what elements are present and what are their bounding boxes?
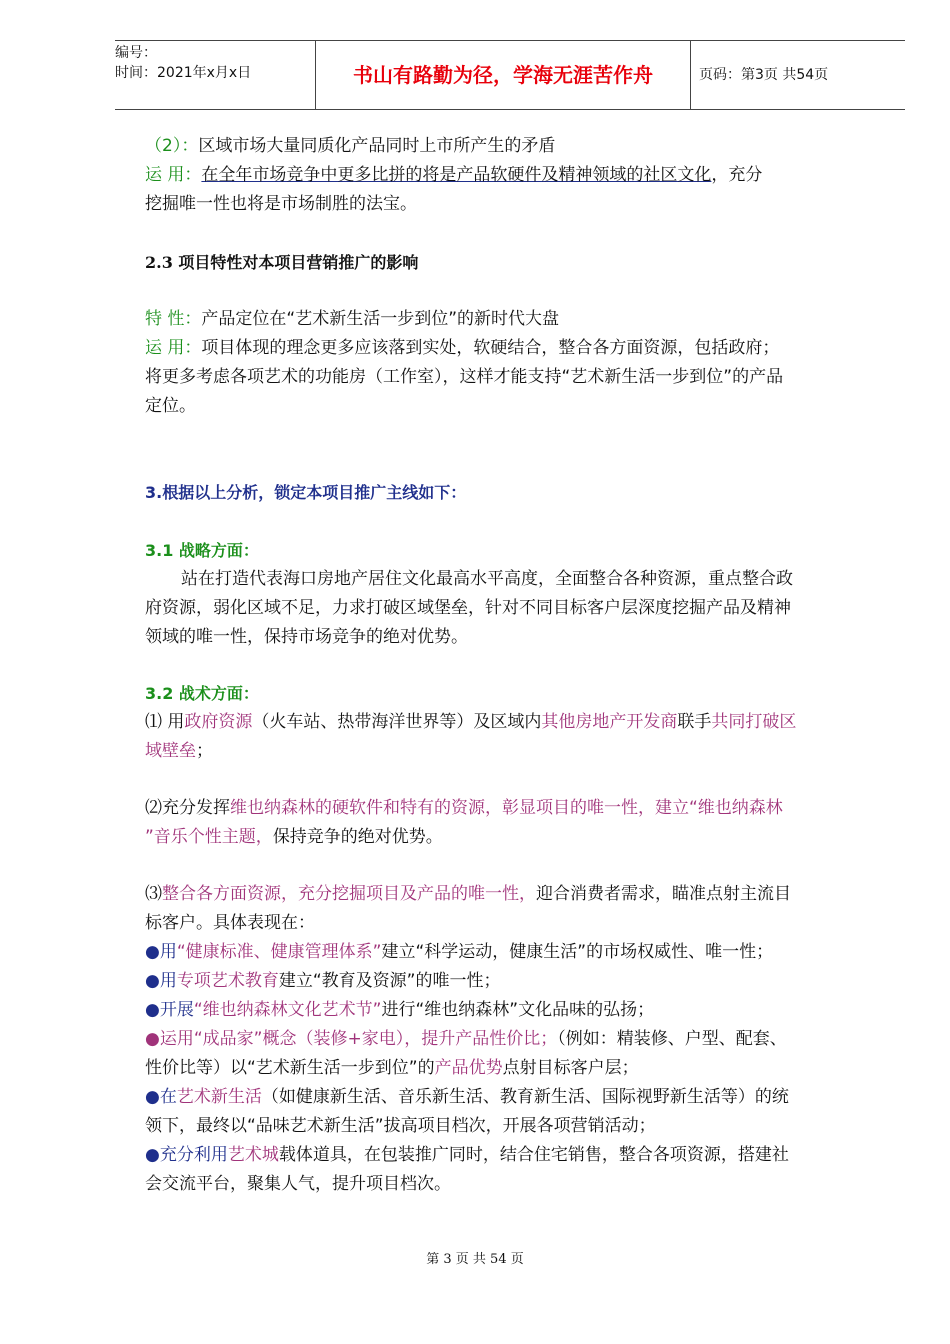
- item-text: 联手: [677, 712, 712, 732]
- use-label: 运 用：: [145, 165, 202, 185]
- use-label: 运 用：: [145, 338, 202, 358]
- item-prefix: ⑴ 用: [145, 712, 185, 732]
- feature-text: 产品定位在“艺术新生活一步到位”的新时代大盘: [201, 309, 560, 329]
- section-3-2-title: 3.2 战术方面：: [145, 684, 259, 703]
- bullet-4-line1: [145, 1025, 885, 1054]
- bullet-icon: ●在: [145, 1087, 177, 1107]
- highlight: 共同打破区: [711, 712, 797, 732]
- bullet-6-line2: 会交流平台，聚集人气，提升项目档次。: [145, 1174, 451, 1194]
- page-footer: 第 3 页 共 54 页: [426, 1252, 524, 1267]
- underlined-text: 在全年市场竞争中更多比拼的将是产品软硬件及精神领域的社区文化: [201, 165, 712, 185]
- section-2-3-title: 2.3 项目特性对本项目营销推广的影响: [145, 253, 419, 272]
- s31-line2: 府资源，弱化区域不足，力求打破区域堡垒，针对不同目标客户层深度挖掘产品及精神: [145, 598, 791, 618]
- highlight: 概念（装修+家电），提升产品性价比；: [262, 1029, 558, 1049]
- item-text: （火车站、热带海洋世界等）及区域内: [252, 712, 542, 732]
- page-header: [115, 40, 905, 110]
- bullet-icon: ●用: [145, 971, 177, 991]
- highlight: ”音乐个性主题，: [145, 827, 273, 847]
- highlight: 产品优势: [434, 1058, 503, 1078]
- item-text: 进行“维也纳森林”文化品味的弘扬；: [381, 1000, 655, 1020]
- s31-line3: 领域的唯一性，保持市场竞争的绝对优势。: [145, 627, 468, 647]
- bullet-3: [145, 996, 885, 1025]
- use-text: 项目体现的理念更多应该落到实处，软硬结合，整合各方面资源，包括政府；: [201, 338, 780, 358]
- section-3-title: 3.根据以上分析，锁定本项目推广主线如下：: [145, 483, 467, 502]
- number-label: 编号：: [115, 45, 157, 61]
- bullet-icon: ●开展: [145, 1000, 194, 1020]
- bullet-icon: ●充分利用: [145, 1145, 228, 1165]
- s2-text: ，充分: [711, 165, 763, 185]
- tactic-3-line1: [145, 880, 885, 909]
- highlight: 政府资源: [184, 712, 253, 732]
- highlight: 艺术新生活: [176, 1087, 262, 1107]
- bullet-5-line1: [145, 1083, 885, 1112]
- tactic-2-line2: [145, 823, 885, 852]
- highlight: 整合各方面资源，充分挖掘项目及产品的唯一性，: [162, 884, 536, 904]
- highlight: 艺术城: [227, 1145, 279, 1165]
- s23-use-line2: 将更多考虑各项艺术的功能房（工作室），这样才能支持“艺术新生活一步到位”的产品: [145, 367, 784, 387]
- section-3-1-title: 3.1 战略方面：: [145, 541, 259, 560]
- bullet-1: [145, 938, 885, 967]
- highlight: 其他房地产开发商: [541, 712, 678, 732]
- item-text: 载体道具，在包装推广同时，结合住宅销售，整合各项资源，搭建社: [278, 1145, 789, 1165]
- s2-line1: [145, 132, 885, 161]
- tactic-3-line2: 标客户。具体表现在：: [145, 913, 315, 933]
- highlight: “成品家”: [193, 1029, 263, 1049]
- bullet-icon: ●运用: [145, 1029, 194, 1049]
- s23-feature: [145, 305, 885, 334]
- s23-use-line1: [145, 334, 885, 363]
- item-text: 建立“教育及资源”的唯一性；: [278, 971, 501, 991]
- item-text: 点射目标客户层；: [502, 1058, 639, 1078]
- item-text: 迎合消费者需求，瞄准点射主流目: [536, 884, 791, 904]
- s2-text: 区域市场大量同质化产品同时上市所产生的矛盾: [198, 136, 556, 156]
- s31-line1: 站在打造代表海口房地产居住文化最高水平高度，全面整合各种资源，重点整合政: [181, 569, 793, 589]
- highlight: 专项艺术教育: [176, 971, 279, 991]
- item-prefix: ⑵充分发挥: [145, 798, 230, 818]
- highlight: “维也纳森林文化艺术节”: [193, 1000, 382, 1020]
- bullet-2: [145, 967, 885, 996]
- bullet-4-line2: [145, 1054, 885, 1083]
- tactic-1-line1: [145, 708, 885, 737]
- item-number: （2）：: [145, 136, 199, 156]
- header-meta: [115, 41, 315, 111]
- s2-line2: [145, 161, 885, 190]
- tactic-1-line2: [145, 737, 885, 766]
- item-prefix: ⑶: [145, 884, 162, 904]
- item-text: （如健康新生活、音乐新生活、教育新生活、国际视野新生活等）的统: [261, 1087, 789, 1107]
- bullet-icon: ●用: [145, 942, 177, 962]
- item-text: ；: [196, 741, 213, 761]
- time-label: 时间：2021年x月x日: [115, 65, 252, 81]
- item-text: 建立“科学运动，健康生活”的市场权威性、唯一性；: [381, 942, 774, 962]
- tactic-2-line1: [145, 794, 885, 823]
- highlight: “健康标准、健康管理体系”: [176, 942, 382, 962]
- item-text: 性价比等）以“艺术新生活一步到位”的: [145, 1058, 435, 1078]
- header-motto: 书山有路勤为径，学海无涯苦作舟: [315, 41, 691, 109]
- header-page-number: 页码：第3页 共54页: [699, 67, 829, 83]
- bullet-6-line1: [145, 1141, 885, 1170]
- feature-label: 特 性：: [145, 309, 202, 329]
- item-text: 保持竞争的绝对优势。: [272, 827, 443, 847]
- highlight: 维也纳森林的硬软件和特有的资源，彰显项目的唯一性，建立“维也纳森林: [230, 798, 783, 818]
- highlight: 域壁垒: [145, 741, 196, 761]
- item-text: （例如：精装修、户型、配套、: [557, 1029, 787, 1049]
- s23-use-line3: 定位。: [145, 396, 196, 416]
- s2-line3: 挖掘唯一性也将是市场制胜的法宝。: [145, 194, 417, 214]
- bullet-5-line2: 领下，最终以“品味艺术新生活”拔高项目档次，开展各项营销活动；: [145, 1116, 656, 1136]
